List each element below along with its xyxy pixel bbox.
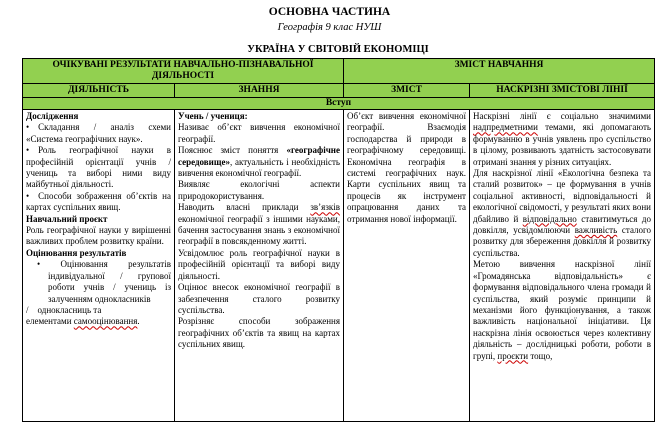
column-header-activity: ДІЯЛЬНІСТЬ	[23, 84, 175, 98]
section-label: Вступ	[23, 98, 655, 110]
cell-paragraph: Дослідження	[26, 111, 79, 121]
cell-paragraph: Називає об’єкт вивчення економічної географії.	[178, 122, 340, 144]
group-header-learning-content: ЗМІСТ НАВЧАННЯ	[344, 59, 655, 84]
cell-paragraph: Наскрізні лінії є соціально значимими надпредметними темами, які допомагають формуванню в учнів уявлень про суспільство в цілому, розвивають здатність застосовувати отримані знання у різних ситуаціях.	[473, 111, 651, 167]
document-subheading: Географія 9 клас НУШ	[277, 22, 382, 33]
cell-knowledge	[175, 110, 344, 422]
cell-paragraph: Пояснює зміст поняття «географічне середовище», актуальність і необхідність вивчення економічної географії.	[178, 145, 340, 179]
group-header-expected-results: ОЧІКУВАНІ РЕЗУЛЬТАТИ НАВЧАЛЬНО-ПІЗНАВАЛЬНОЇ ДІЯЛЬНОСТІ	[23, 59, 344, 84]
section-row	[23, 98, 655, 110]
cell-paragraph: • Оцінювання результатів індивідуальної / групової роботи учнів / учениць із залученням однокласників	[37, 259, 171, 304]
column-header-content: ЗМІСТ	[344, 84, 470, 98]
group-header-row	[23, 59, 655, 84]
table-section	[22, 44, 654, 422]
table-title: УКРАЇНА У СВІТОВІЙ ЕКОНОМІЦІ	[247, 44, 429, 55]
table-row	[23, 110, 655, 422]
cell-paragraph: Об’єкт вивчення економічної географії. Взаємодія господарства й природи в географічному середовищі. Економічна географія в системі географічних наук. Карти суспільних явищ та процесів як інструмент опрацювання даних та отримання нової інформації.	[347, 111, 466, 224]
cell-paragraph: Учень / учениця:	[178, 111, 248, 121]
cell-paragraph: Наводить власні приклади зв’язків економічної географії з іншими науками, бачення застосування знань з економічної географії в повсякденному житті.	[178, 202, 340, 247]
cell-cross-lines	[470, 110, 655, 422]
cell-paragraph: Виявляє екологічні аспекти природокористування.	[178, 179, 340, 201]
cell-paragraph: • Складання / аналіз схеми «Система географічних наук».	[26, 122, 171, 144]
cell-paragraph: • Способи зображення об’єктів на картах суспільних явищ.	[26, 190, 171, 213]
cell-paragraph: Оцінювання результатів	[26, 247, 127, 258]
cell-paragraph: Для наскрізної лінії «Екологічна безпека та сталий розвиток» – це формування в учнів соціальної активності, відповідальності й екологічної свідомості, у результаті яких вони дбайливо й відповідально ставитимуться до довкілля, усвідомлюючи важливість сталого розвитку для збереження довкілля й розвитку суспільства.	[473, 168, 652, 258]
column-header-row	[23, 84, 655, 98]
cell-paragraph: • Роль географічної науки в професійній орієнтації учнів / учениць та виборі ними виду майбутньої діяльності.	[26, 145, 171, 190]
cell-paragraph: елементами самооцінювання.	[26, 316, 140, 327]
column-header-cross-lines: НАСКРІЗНІ ЗМІСТОВІ ЛІНІЇ	[470, 84, 655, 98]
cell-paragraph: Навчальний проєкт	[26, 213, 108, 224]
cell-paragraph: Розрізняє способи зображення географічних об’єктів та явищ на картах суспільних явищ.	[178, 316, 340, 350]
curriculum-table	[22, 58, 655, 422]
cell-content	[344, 110, 470, 422]
cell-paragraph: Оцінює внесок економічної географії в забезпечення сталого розвитку суспільства.	[178, 282, 340, 315]
cell-paragraph: Усвідомлює роль географічної науки в професійній орієнтації та виборі виду діяльності.	[178, 247, 340, 281]
cell-paragraph: Роль географічної науки у вирішенні важливих проблем розвитку країни.	[26, 225, 171, 247]
cell-paragraph: / однокласниць та	[26, 304, 102, 315]
cell-activity	[23, 110, 175, 422]
document-heading: ОСНОВНА ЧАСТИНА	[268, 6, 391, 18]
column-header-knowledge: ЗНАННЯ	[175, 84, 344, 98]
document-header	[0, 0, 659, 34]
cell-paragraph: Метою вивчення наскрізної лінії «Громадянська відповідальність» є формування відповідального члена громади й суспільства, який розуміє принципи й механізми його функціонування, а також важливість національної ініціативи. Ця наскрізна лінія освоюється через колективну діяльність – дослідницькі роботи, роботи в групі, проєкти тощо,	[473, 259, 651, 361]
